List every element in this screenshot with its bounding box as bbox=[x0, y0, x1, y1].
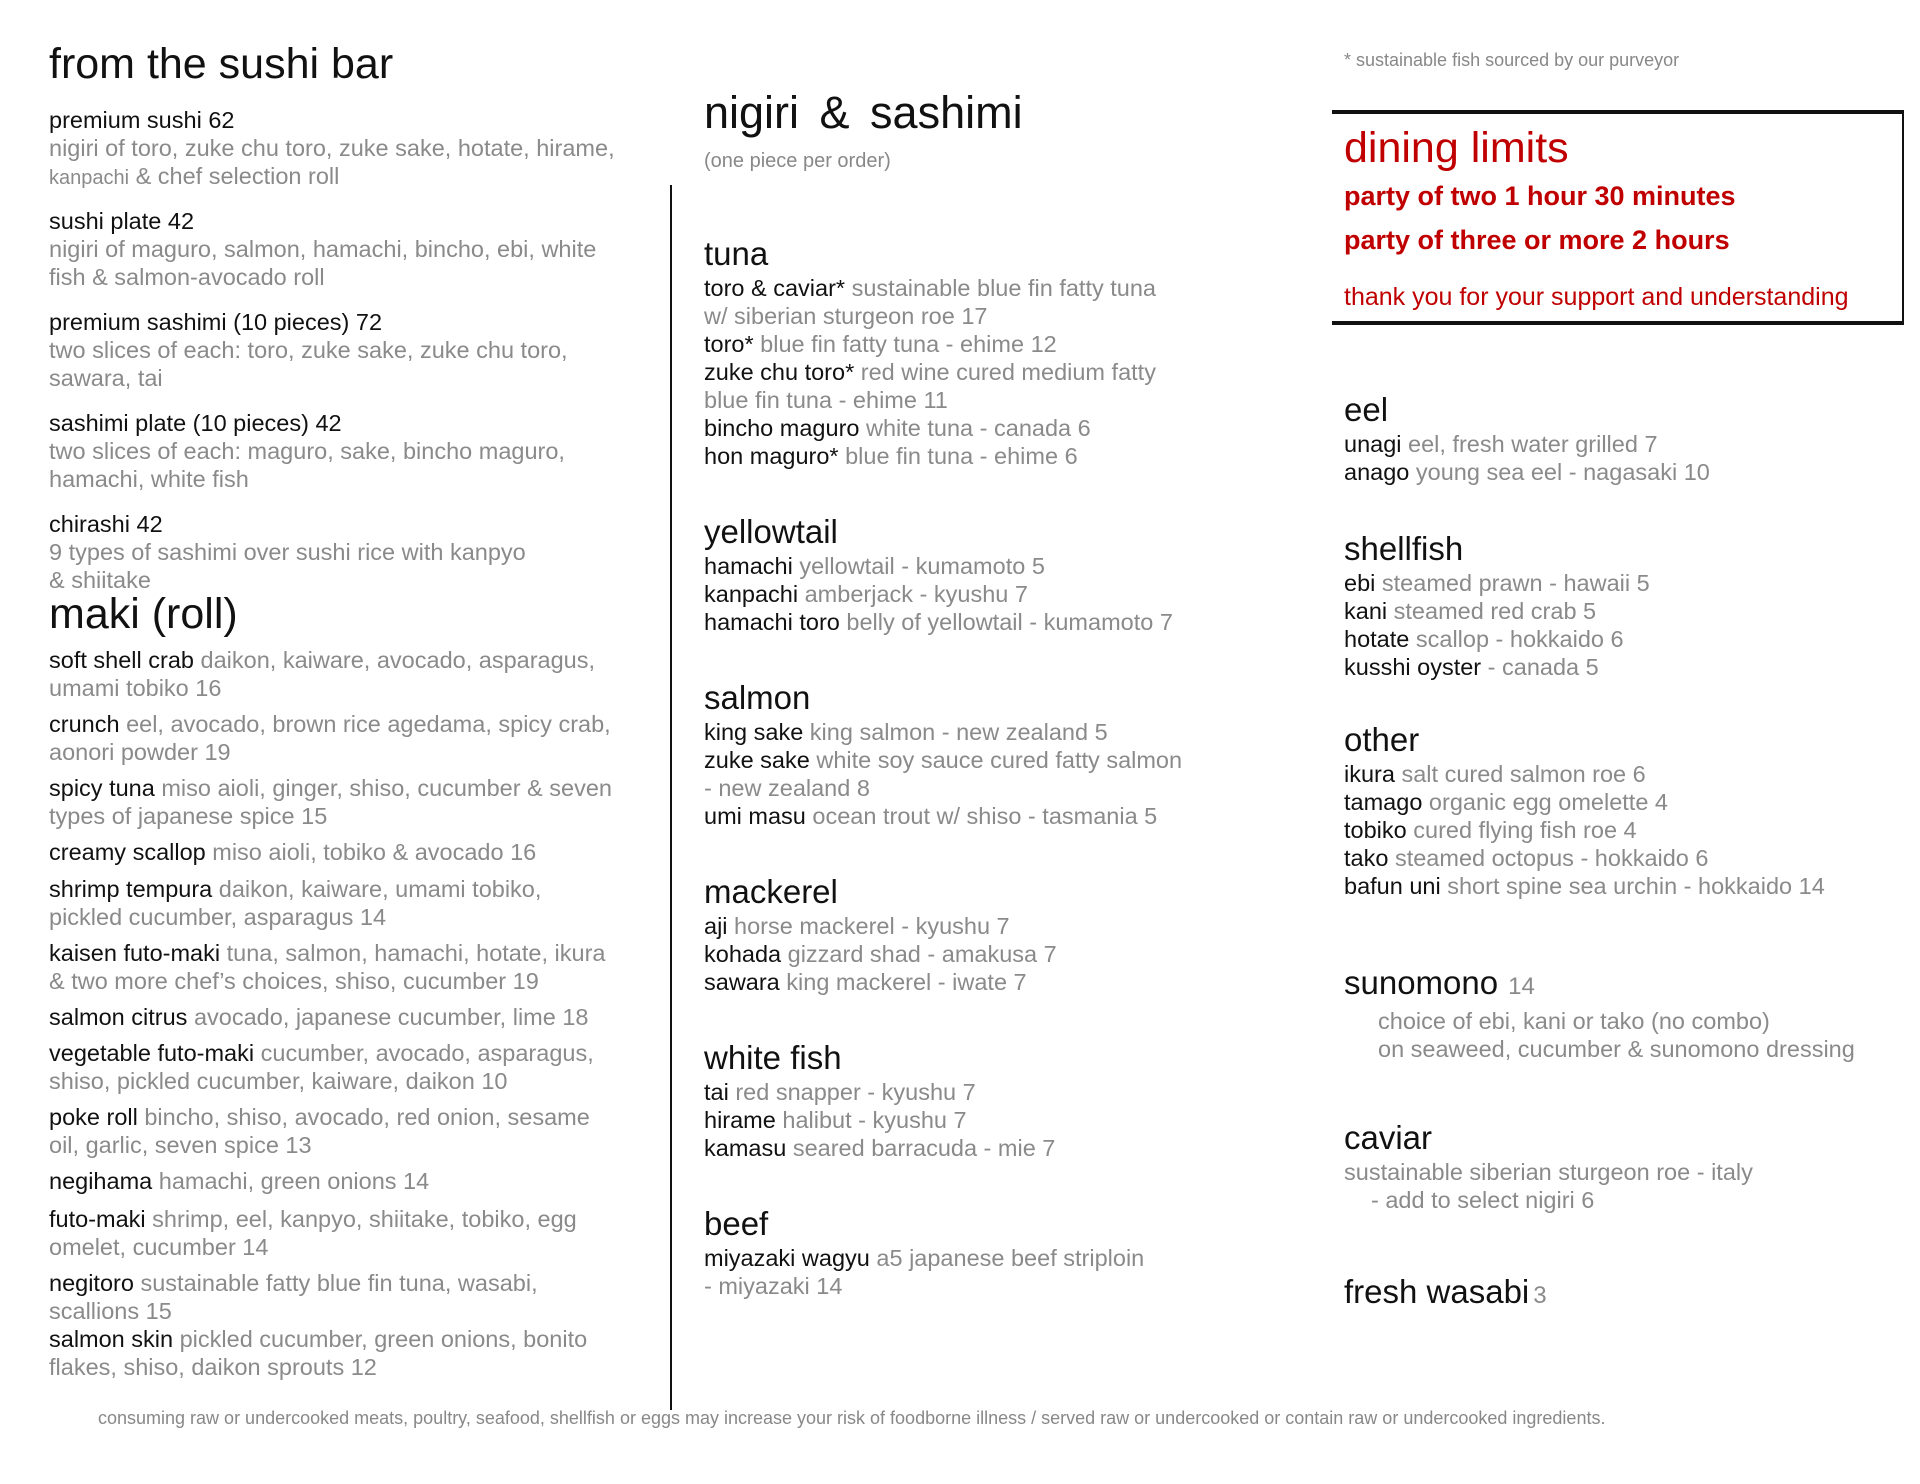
maki-item bbox=[49, 838, 536, 866]
item-desc: fish & salmon-avocado roll bbox=[49, 264, 325, 290]
item-desc: red snapper - kyushu 7 bbox=[728, 1079, 976, 1105]
item-desc: - add to select nigiri 6 bbox=[1371, 1187, 1595, 1213]
item-desc: king mackerel - iwate 7 bbox=[779, 969, 1027, 995]
item-desc: shrimp, eel, kanpyo, shiitake, tobiko, egg bbox=[145, 1206, 577, 1232]
item-desc: steamed prawn - hawaii 5 bbox=[1375, 570, 1650, 596]
item-desc: hamachi, green onions 14 bbox=[152, 1168, 430, 1194]
item-desc: white soy sauce cured fatty salmon bbox=[809, 747, 1183, 773]
section-price: 14 bbox=[1508, 973, 1535, 1000]
dining-limits-box bbox=[1332, 110, 1904, 325]
section-wasabi bbox=[1344, 1272, 1547, 1316]
maki-item bbox=[49, 1103, 590, 1159]
health-disclaimer: consuming raw or undercooked meats, poultry, seafood, shellfish or eggs may increase your risk of foodborne illness / served raw or undercooked or contain raw or undercooked ingredients. bbox=[98, 1408, 1606, 1428]
item-name: tai bbox=[704, 1079, 729, 1105]
item-name: creamy scallop bbox=[49, 839, 206, 865]
item-name: sushi plate 42 bbox=[49, 208, 195, 234]
item-name: anago bbox=[1344, 459, 1410, 485]
item-name: crunch bbox=[49, 711, 120, 737]
nigiri-subtitle: (one piece per order) bbox=[704, 150, 891, 172]
maki-item bbox=[49, 1269, 538, 1325]
item-name: bafun uni bbox=[1344, 873, 1441, 899]
item-desc: scallop - hokkaido 6 bbox=[1409, 626, 1624, 652]
section-heading: fresh wasabi bbox=[1344, 1273, 1530, 1310]
item-desc: - miyazaki 14 bbox=[704, 1273, 843, 1299]
section-heading: white fish bbox=[704, 1039, 842, 1076]
item-desc: horse mackerel - kyushu 7 bbox=[727, 913, 1010, 939]
item-name: toro & caviar* bbox=[704, 275, 846, 301]
item-desc: king salmon - new zealand 5 bbox=[803, 719, 1108, 745]
menu-item bbox=[49, 106, 615, 192]
item-name: kanpachi bbox=[704, 581, 799, 607]
item-name: zuke sake bbox=[704, 747, 810, 773]
dining-limit-three: party of three or more 2 hours bbox=[1344, 225, 1730, 255]
maki-item bbox=[49, 774, 612, 830]
sustainable-note: * sustainable fish sourced by our purveyor bbox=[1344, 50, 1680, 70]
dining-limit-two: party of two 1 hour 30 minutes bbox=[1344, 181, 1736, 211]
item-name: hotate bbox=[1344, 626, 1410, 652]
menu-item bbox=[49, 207, 596, 291]
column-divider bbox=[670, 185, 672, 1410]
item-desc: daikon, kaiware, umami tobiko, bbox=[212, 876, 542, 902]
item-desc: a5 japanese beef striploin bbox=[869, 1245, 1145, 1271]
item-desc: steamed red crab 5 bbox=[1387, 598, 1597, 624]
item-name: premium sashimi (10 pieces) 72 bbox=[49, 309, 383, 335]
item-desc: daikon, kaiware, avocado, asparagus, bbox=[193, 647, 596, 673]
item-name: tamago bbox=[1344, 789, 1423, 815]
item-desc: organic egg omelette 4 bbox=[1422, 789, 1668, 815]
item-desc: two slices of each: toro, zuke sake, zuke chu toro, bbox=[49, 337, 568, 363]
item-name: miyazaki wagyu bbox=[704, 1245, 870, 1271]
section-heading: beef bbox=[704, 1205, 769, 1242]
item-desc: pickled cucumber, green onions, bonito bbox=[173, 1326, 588, 1352]
item-desc: pickled cucumber, asparagus 14 bbox=[49, 904, 387, 930]
item-name: aji bbox=[704, 913, 728, 939]
maki-item bbox=[49, 710, 611, 766]
section-salmon bbox=[704, 678, 1182, 830]
item-name: kaisen futo-maki bbox=[49, 940, 221, 966]
item-desc: sawara, tai bbox=[49, 365, 163, 391]
item-desc: white tuna - canada 6 bbox=[859, 415, 1091, 441]
item-name: toro* bbox=[704, 331, 754, 357]
item-name: ikura bbox=[1344, 761, 1395, 787]
section-heading: mackerel bbox=[704, 873, 838, 910]
section-heading: other bbox=[1344, 721, 1420, 758]
item-desc: salt cured salmon roe 6 bbox=[1394, 761, 1646, 787]
item-desc: sustainable blue fin fatty tuna bbox=[845, 275, 1156, 301]
item-desc: blue fin tuna - ehime 6 bbox=[838, 443, 1078, 469]
item-name: tako bbox=[1344, 845, 1389, 871]
item-name: negitoro bbox=[49, 1270, 134, 1296]
maki-item bbox=[49, 875, 541, 931]
item-desc: w/ siberian sturgeon roe 17 bbox=[704, 303, 988, 329]
item-desc: shiso, pickled cucumber, kaiware, daikon 10 bbox=[49, 1068, 508, 1094]
item-name: sashimi plate (10 pieces) 42 bbox=[49, 410, 342, 436]
section-white-fish bbox=[704, 1038, 1055, 1162]
item-name: negihama bbox=[49, 1168, 153, 1194]
item-desc: flakes, shiso, daikon sprouts 12 bbox=[49, 1354, 377, 1380]
item-desc: & shiitake bbox=[49, 567, 151, 593]
item-desc: eel, fresh water grilled 7 bbox=[1401, 431, 1658, 457]
item-desc: kanpachi bbox=[49, 167, 130, 189]
item-desc: miso aioli, ginger, shiso, cucumber & seven bbox=[154, 775, 612, 801]
menu-item bbox=[49, 308, 568, 392]
item-name: hamachi bbox=[704, 553, 793, 579]
item-desc: blue fin tuna - ehime 11 bbox=[704, 387, 948, 413]
item-desc: scallions 15 bbox=[49, 1298, 172, 1324]
item-desc: yellowtail - kumamoto 5 bbox=[792, 553, 1045, 579]
item-desc: nigiri of toro, zuke chu toro, zuke sake, hotate, hirame, bbox=[49, 135, 615, 161]
item-desc: tuna, salmon, hamachi, hotate, ikura bbox=[220, 940, 606, 966]
section-yellowtail bbox=[704, 512, 1173, 636]
item-desc: red wine cured medium fatty bbox=[854, 359, 1156, 385]
item-desc: umami tobiko 16 bbox=[49, 675, 222, 701]
item-name: futo-maki bbox=[49, 1206, 146, 1232]
item-name: ebi bbox=[1344, 570, 1376, 596]
item-name: poke roll bbox=[49, 1104, 138, 1130]
item-name: sawara bbox=[704, 969, 780, 995]
item-desc: hamachi, white fish bbox=[49, 466, 249, 492]
maki-item bbox=[49, 1167, 429, 1195]
section-other bbox=[1344, 720, 1825, 900]
dining-limits-thanks: thank you for your support and understanding bbox=[1344, 283, 1849, 311]
item-name: soft shell crab bbox=[49, 647, 194, 673]
section-heading: caviar bbox=[1344, 1119, 1433, 1156]
item-desc: on seaweed, cucumber & sunomono dressing bbox=[1378, 1036, 1855, 1062]
item-desc: - canada 5 bbox=[1481, 654, 1599, 680]
item-name: hirame bbox=[704, 1107, 776, 1133]
item-name: unagi bbox=[1344, 431, 1402, 457]
item-desc: halibut - kyushu 7 bbox=[775, 1107, 967, 1133]
section-mackerel bbox=[704, 872, 1057, 996]
item-desc: choice of ebi, kani or tako (no combo) bbox=[1378, 1008, 1770, 1034]
item-desc: & two more chef’s choices, shiso, cucumber 19 bbox=[49, 968, 539, 994]
item-name: salmon skin bbox=[49, 1326, 174, 1352]
item-name: bincho maguro bbox=[704, 415, 860, 441]
item-desc: miso aioli, tobiko & avocado 16 bbox=[205, 839, 537, 865]
section-heading: salmon bbox=[704, 679, 811, 716]
item-name: hon maguro* bbox=[704, 443, 839, 469]
sushi-bar-title: from the sushi bar bbox=[49, 40, 394, 88]
section-shellfish bbox=[1344, 529, 1650, 681]
item-name: premium sushi 62 bbox=[49, 107, 235, 133]
item-name: tobiko bbox=[1344, 817, 1407, 843]
item-name: salmon citrus bbox=[49, 1004, 188, 1030]
item-desc: cucumber, avocado, asparagus, bbox=[254, 1040, 594, 1066]
section-eel bbox=[1344, 390, 1710, 486]
section-caviar bbox=[1344, 1118, 1753, 1214]
section-heading: eel bbox=[1344, 391, 1389, 428]
item-name: kamasu bbox=[704, 1135, 787, 1161]
menu-item bbox=[49, 510, 526, 594]
maki-item bbox=[49, 1325, 587, 1381]
item-name: king sake bbox=[704, 719, 804, 745]
item-name: zuke chu toro* bbox=[704, 359, 855, 385]
item-desc: - new zealand 8 bbox=[704, 775, 870, 801]
item-desc: & chef selection roll bbox=[129, 163, 340, 189]
item-desc: eel, avocado, brown rice agedama, spicy crab, bbox=[119, 711, 611, 737]
item-desc: cured flying fish roe 4 bbox=[1406, 817, 1637, 843]
item-desc: omelet, cucumber 14 bbox=[49, 1234, 269, 1260]
dining-limits-title: dining limits bbox=[1344, 124, 1569, 172]
section-heading: sunomono bbox=[1344, 964, 1499, 1001]
item-name: kohada bbox=[704, 941, 782, 967]
section-sunomono bbox=[1344, 963, 1855, 1063]
item-desc: steamed octopus - hokkaido 6 bbox=[1388, 845, 1709, 871]
maki-title: maki (roll) bbox=[49, 590, 238, 638]
item-desc: types of japanese spice 15 bbox=[49, 803, 328, 829]
item-desc: aonori powder 19 bbox=[49, 739, 231, 765]
item-desc: two slices of each: maguro, sake, bincho maguro, bbox=[49, 438, 565, 464]
item-name: hamachi toro bbox=[704, 609, 840, 635]
item-desc: nigiri of maguro, salmon, hamachi, bincho, ebi, white bbox=[49, 236, 597, 262]
menu-item bbox=[49, 409, 565, 493]
item-desc: amberjack - kyushu 7 bbox=[798, 581, 1028, 607]
item-desc: ocean trout w/ shiso - tasmania 5 bbox=[805, 803, 1158, 829]
nigiri-title: nigiri & sashimi bbox=[704, 87, 1023, 138]
item-name: chirashi 42 bbox=[49, 511, 163, 537]
item-desc: seared barracuda - mie 7 bbox=[786, 1135, 1056, 1161]
section-beef bbox=[704, 1204, 1144, 1300]
maki-item bbox=[49, 646, 595, 702]
item-desc: short spine sea urchin - hokkaido 14 bbox=[1440, 873, 1825, 899]
maki-item bbox=[49, 1039, 594, 1095]
maki-item bbox=[49, 1003, 589, 1031]
section-heading: yellowtail bbox=[704, 513, 838, 550]
item-desc: belly of yellowtail - kumamoto 7 bbox=[839, 609, 1173, 635]
maki-item bbox=[49, 1205, 577, 1261]
item-name: kusshi oyster bbox=[1344, 654, 1482, 680]
section-heading: shellfish bbox=[1344, 530, 1464, 567]
item-desc: sustainable siberian sturgeon roe - italy bbox=[1344, 1159, 1753, 1185]
item-desc: oil, garlic, seven spice 13 bbox=[49, 1132, 312, 1158]
section-heading: tuna bbox=[704, 235, 769, 272]
item-desc: avocado, japanese cucumber, lime 18 bbox=[187, 1004, 589, 1030]
item-desc: bincho, shiso, avocado, red onion, sesame bbox=[137, 1104, 590, 1130]
item-desc: young sea eel - nagasaki 10 bbox=[1409, 459, 1710, 485]
item-name: spicy tuna bbox=[49, 775, 155, 801]
section-tuna bbox=[704, 234, 1156, 470]
item-desc: blue fin fatty tuna - ehime 12 bbox=[753, 331, 1057, 357]
section-price: 3 bbox=[1533, 1282, 1547, 1309]
item-desc: gizzard shad - amakusa 7 bbox=[781, 941, 1057, 967]
item-name: kani bbox=[1344, 598, 1388, 624]
item-name: shrimp tempura bbox=[49, 876, 213, 902]
item-desc: sustainable fatty blue fin tuna, wasabi, bbox=[133, 1270, 538, 1296]
item-name: vegetable futo-maki bbox=[49, 1040, 255, 1066]
item-name: umi masu bbox=[704, 803, 806, 829]
item-desc: 9 types of sashimi over sushi rice with kanpyo bbox=[49, 539, 526, 565]
maki-item bbox=[49, 939, 605, 995]
